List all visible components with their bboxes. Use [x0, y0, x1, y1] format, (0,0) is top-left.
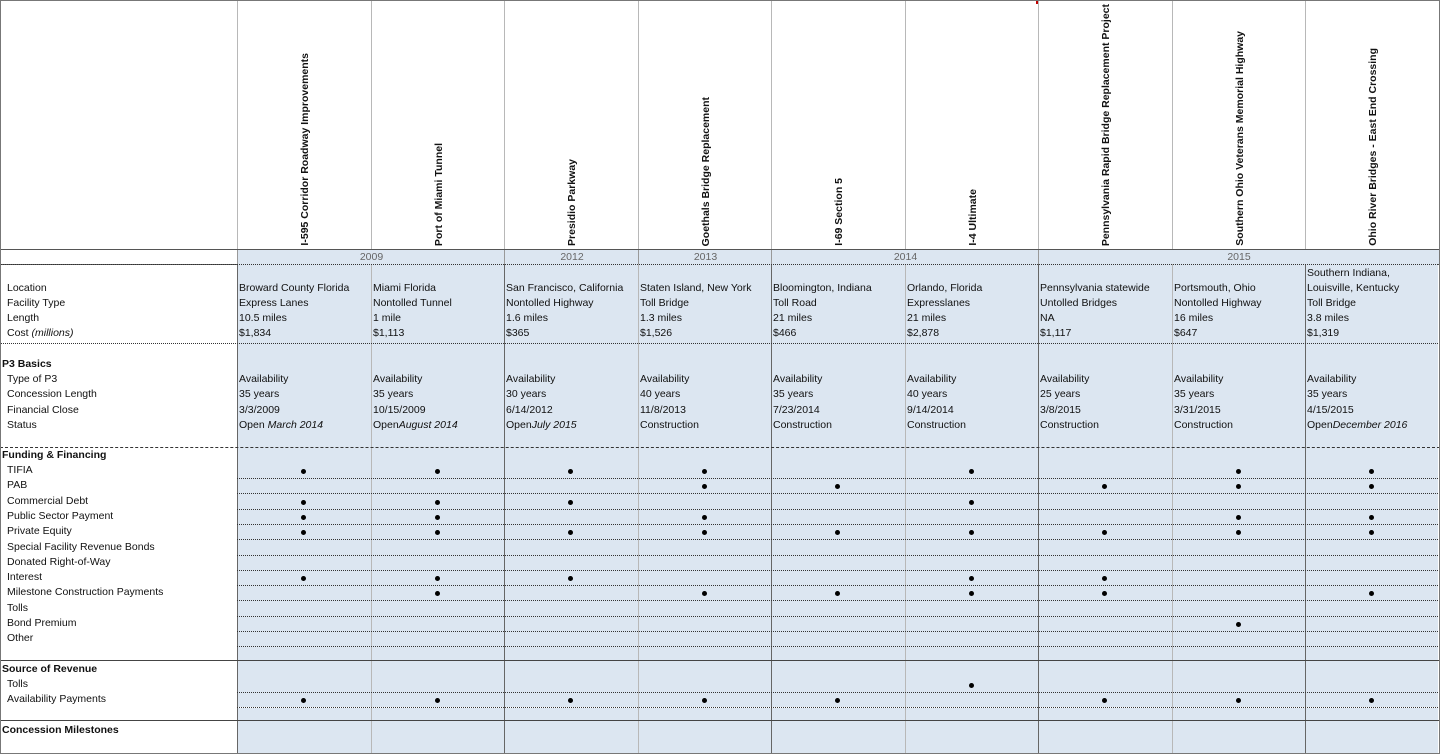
- data-cell: $365: [506, 327, 530, 339]
- row-label: Public Sector Payment: [7, 509, 114, 522]
- data-band: [237, 708, 1438, 754]
- project-header-cell: [504, 0, 639, 249]
- data-cell: $1,117: [1040, 327, 1072, 339]
- status-main: Construction: [907, 419, 966, 431]
- section-title: Funding & Financing: [2, 449, 107, 461]
- data-cell: $647: [1174, 327, 1198, 339]
- data-cell: Availability: [506, 373, 556, 385]
- status-main: Construction: [640, 419, 699, 431]
- project-header-cell: [1038, 0, 1173, 249]
- data-cell: 4/15/2015: [1307, 404, 1354, 416]
- row-label: Concession Length: [7, 388, 97, 400]
- row-label: Status: [7, 419, 37, 431]
- data-cell: Expresslanes: [907, 297, 971, 309]
- row-label: Donated Right-of-Way: [7, 555, 111, 568]
- row-label: Tolls: [7, 601, 29, 614]
- bullet-mark: [969, 683, 974, 688]
- status-cell: [237, 419, 369, 431]
- data-cell: Broward County Florida: [239, 282, 350, 294]
- status-main: Open: [373, 419, 399, 431]
- project-header-cell: [371, 0, 506, 249]
- bullet-mark: [301, 469, 306, 474]
- row-label: Bond Premium: [7, 617, 77, 629]
- year-label: 2012: [504, 250, 639, 264]
- project-name: I-69 Section 5: [833, 178, 845, 246]
- status-cell: [771, 419, 903, 431]
- status-cell: [1305, 419, 1437, 431]
- data-cell: Staten Island, New York: [640, 282, 752, 294]
- row-label: Facility Type: [7, 297, 66, 309]
- project-header-cell: [771, 0, 906, 249]
- data-cell: Untolled Bridges: [1040, 297, 1118, 309]
- status-cell: [905, 419, 1037, 431]
- data-cell: Availability: [1307, 373, 1357, 385]
- status-main: Construction: [1040, 419, 1099, 431]
- data-cell: $1,834: [239, 327, 272, 339]
- bullet-mark: [1236, 515, 1241, 520]
- row-label: Interest: [7, 571, 43, 584]
- data-cell: Availability: [773, 373, 823, 385]
- status-cell: [371, 419, 503, 431]
- data-cell: Pennsylvania statewide: [1040, 282, 1150, 294]
- bullet-mark: [435, 515, 440, 520]
- bullet-mark: [969, 500, 974, 505]
- data-cell: Southern Indiana, Louisville, Kentucky: [1307, 267, 1400, 294]
- data-cell: 1 mile: [373, 312, 402, 324]
- bullet-mark: [969, 469, 974, 474]
- data-cell: 21 miles: [773, 312, 813, 324]
- data-cell: 35 years: [1307, 388, 1348, 400]
- data-cell: 25 years: [1040, 388, 1081, 400]
- data-cell: Nontolled Highway: [506, 297, 594, 309]
- data-cell: 35 years: [239, 388, 280, 400]
- status-main: Open: [506, 419, 532, 431]
- cell-cursor-mark: [1036, 0, 1038, 4]
- data-cell: 16 miles: [1174, 312, 1214, 324]
- row-divider: [237, 539, 1438, 540]
- bullet-mark: [1236, 622, 1241, 627]
- data-cell: $1,319: [1307, 327, 1340, 339]
- data-cell: Availability: [1174, 373, 1224, 385]
- data-cell: $2,878: [907, 327, 940, 339]
- data-cell: 1.3 miles: [640, 312, 683, 324]
- row-label: Milestone Construction Payments: [7, 586, 164, 599]
- year-label: 2013: [638, 250, 772, 264]
- section-divider: [0, 660, 1440, 661]
- cost-label: Cost: [7, 327, 32, 339]
- status-cell: [1038, 419, 1170, 431]
- status-date: March 2014: [267, 419, 324, 431]
- project-name: Pennsylvania Rapid Bridge Replacement Project: [1100, 3, 1112, 246]
- project-name: Goethals Bridge Replacement: [700, 96, 712, 246]
- data-cell: 9/14/2014: [907, 404, 954, 416]
- row-divider: [237, 585, 1438, 586]
- row-label: Other: [7, 632, 34, 645]
- data-cell: Availability: [373, 373, 423, 385]
- status-main: Open: [1307, 419, 1333, 431]
- year-row: [0, 249, 1440, 265]
- data-cell: 1.6 miles: [506, 312, 549, 324]
- status-main: Construction: [773, 419, 832, 431]
- bullet-mark: [568, 469, 573, 474]
- data-cell: 30 years: [506, 388, 547, 400]
- section-divider: [0, 447, 1440, 448]
- row-label: Private Equity: [7, 525, 72, 538]
- bullet-mark: [1369, 469, 1374, 474]
- row-label: Availability Payments: [7, 693, 107, 706]
- status-date: July 2015: [531, 419, 577, 431]
- year-label: 2015: [1038, 250, 1439, 264]
- data-cell: Availability: [907, 373, 957, 385]
- project-name: Port of Miami Tunnel: [433, 142, 445, 246]
- data-cell: Express Lanes: [239, 297, 309, 309]
- data-cell: NA: [1040, 312, 1055, 324]
- data-cell: 10/15/2009: [373, 404, 426, 416]
- row-divider: [237, 692, 1438, 693]
- status-date: December 2016: [1332, 419, 1408, 431]
- row-divider: [237, 631, 1438, 632]
- status-main: Open: [239, 419, 268, 431]
- data-cell: Orlando, Florida: [907, 282, 983, 294]
- bullet-mark: [702, 469, 707, 474]
- data-cell: $1,526: [640, 327, 673, 339]
- data-cell: 6/14/2012: [506, 404, 553, 416]
- data-cell: Nontolled Highway: [1174, 297, 1262, 309]
- data-cell: 11/8/2013: [640, 404, 686, 416]
- row-label: Commercial Debt: [7, 494, 89, 507]
- data-cell: Toll Bridge: [1307, 297, 1357, 309]
- row-label: Length: [7, 312, 40, 324]
- project-header-cell: [1305, 0, 1440, 249]
- section-divider: [0, 720, 1440, 721]
- data-cell: 35 years: [773, 388, 814, 400]
- year-label: 2009: [237, 250, 505, 264]
- row-label: Financial Close: [7, 404, 79, 416]
- project-header-cell: [237, 0, 372, 249]
- data-cell: 40 years: [907, 388, 948, 400]
- data-cell: 10.5 miles: [239, 312, 287, 324]
- data-cell: Toll Road: [773, 297, 817, 309]
- data-cell: Availability: [1040, 373, 1090, 385]
- bullet-mark: [1369, 515, 1374, 520]
- section-title: Source of Revenue: [2, 663, 98, 675]
- bullet-mark: [1236, 469, 1241, 474]
- row-label: [7, 327, 74, 339]
- row-divider: [237, 616, 1438, 617]
- row-divider: [237, 570, 1438, 571]
- data-cell: 7/23/2014: [773, 404, 820, 416]
- row-divider: [237, 646, 1438, 647]
- status-cell: [504, 419, 636, 431]
- row-label: TIFIA: [7, 464, 33, 476]
- row-divider: [237, 524, 1438, 525]
- data-cell: $1,113: [373, 327, 405, 339]
- row-label: Special Facility Revenue Bonds: [7, 540, 155, 553]
- year-label: 2014: [771, 250, 1039, 264]
- data-cell: $466: [773, 327, 797, 339]
- cost-unit: (millions): [31, 327, 74, 339]
- data-cell: 3/31/2015: [1174, 404, 1221, 416]
- row-label: PAB: [7, 479, 28, 492]
- data-cell: 21 miles: [907, 312, 947, 324]
- data-cell: 35 years: [1174, 388, 1215, 400]
- row-divider: [237, 707, 1438, 708]
- row-divider: [237, 478, 1438, 479]
- project-header-cell: [638, 0, 773, 249]
- project-name: I-4 Ultimate: [967, 189, 979, 246]
- project-header-cell: [1172, 0, 1307, 249]
- project-name: Presidio Parkway: [566, 159, 578, 246]
- data-cell: Nontolled Tunnel: [373, 297, 452, 309]
- data-cell: Portsmouth, Ohio: [1174, 282, 1256, 294]
- row-label: Tolls: [7, 678, 29, 690]
- project-header-cell: [905, 0, 1040, 249]
- data-cell: 40 years: [640, 388, 681, 400]
- data-cell: Bloomington, Indiana: [773, 282, 872, 294]
- bullet-mark: [435, 469, 440, 474]
- data-cell: 3.8 miles: [1307, 312, 1350, 324]
- row-divider: [0, 343, 1440, 344]
- row-label: Location: [7, 282, 47, 294]
- project-name: Ohio River Bridges - East End Crossing: [1367, 48, 1379, 246]
- bullet-mark: [301, 500, 306, 505]
- section-title: Concession Milestones: [2, 724, 119, 736]
- status-main: Construction: [1174, 419, 1233, 431]
- project-name: I-595 Corridor Roadway Improvements: [299, 53, 311, 246]
- bullet-mark: [301, 515, 306, 520]
- data-cell: Availability: [640, 373, 690, 385]
- data-cell: San Francisco, California: [506, 282, 624, 294]
- bullet-mark: [702, 515, 707, 520]
- project-name: Southern Ohio Veterans Memorial Highway: [1234, 31, 1246, 246]
- data-cell: Miami Florida: [373, 282, 437, 294]
- row-divider: [237, 600, 1438, 601]
- status-cell: [638, 419, 770, 431]
- status-date: August 2014: [398, 419, 458, 431]
- row-divider: [0, 264, 1440, 265]
- data-cell: 3/8/2015: [1040, 404, 1081, 416]
- row-label: Type of P3: [7, 373, 58, 385]
- data-cell: Toll Bridge: [640, 297, 690, 309]
- row-divider: [237, 509, 1438, 510]
- data-cell: 3/3/2009: [239, 404, 280, 416]
- status-cell: [1172, 419, 1304, 431]
- data-cell: Availability: [239, 373, 289, 385]
- section-title: P3 Basics: [2, 358, 52, 370]
- row-divider: [237, 555, 1438, 556]
- bullet-mark: [435, 500, 440, 505]
- data-cell: 35 years: [373, 388, 414, 400]
- row-divider: [237, 493, 1438, 494]
- bullet-mark: [568, 500, 573, 505]
